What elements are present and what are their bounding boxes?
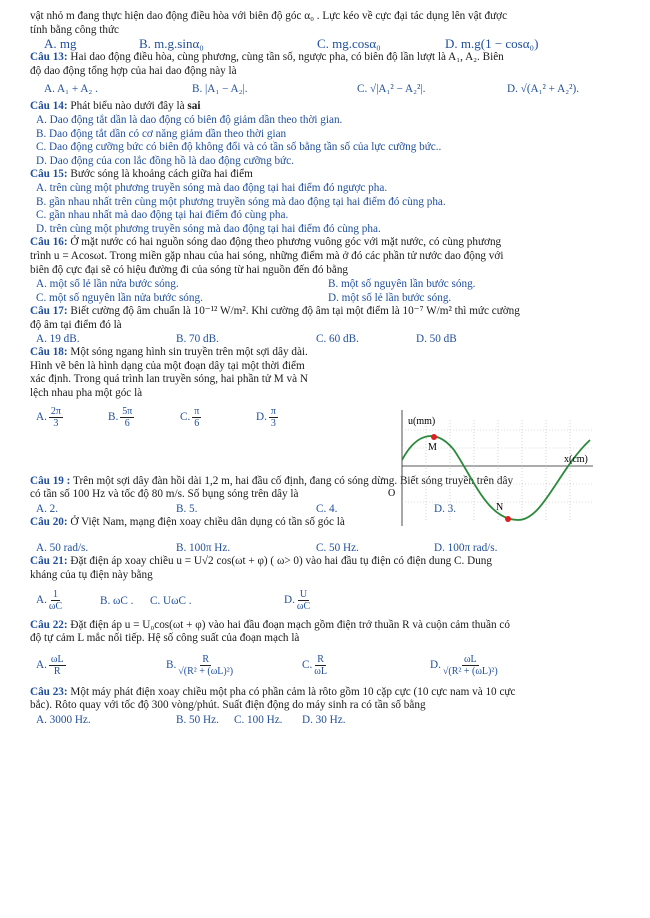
option-letter: C. xyxy=(180,411,191,424)
q15-text: Bước sóng là khoảng cách giữa hai điểm xyxy=(67,168,253,181)
q13-options xyxy=(30,78,620,100)
option-c: C. UωC . xyxy=(150,594,192,607)
q22-text: Đặt điện áp u = U₀cos(ωt + φ) vào hai đầu đoạn mạch gồm điện trở thuần R và cuộn cảm thuần có xyxy=(67,618,510,631)
option-letter: A. xyxy=(36,411,47,424)
option-b: B. m.g.sinα₀ xyxy=(139,36,204,52)
q18-line-1 xyxy=(30,346,620,360)
q17-text: Biết cường độ âm chuẩn là 10⁻¹² W/m². Khi cường độ âm tại một điểm là 10⁻⁷ W/m² thì mức cường xyxy=(67,305,520,318)
numerator: R xyxy=(202,654,209,666)
denominator: ωL xyxy=(314,666,327,678)
q21-line-2: kháng của tụ điện này bằng xyxy=(30,569,153,582)
q23-line-2: bắc). Rôto quay với tốc độ 300 vòng/phút. Suất điện động do máy sinh ra có tần số bằng xyxy=(30,699,426,712)
q18-line-4: lệch nhau pha một góc là xyxy=(30,387,143,400)
q19-text: Trên một sợi dây đàn hồi dài 1,2 m, hai đầu cố định, đang có sóng dừng. Biết sóng truyền trên dây xyxy=(70,474,514,487)
q14-option-a: A. Dao động tắt dần là dao động có biên độ giảm dần theo thời gian. xyxy=(36,113,343,126)
q23-number: Câu 23: xyxy=(30,685,68,698)
q14-option-b: B. Dao động tắt dần có cơ năng giảm dần theo thời gian xyxy=(36,127,287,140)
q18-number: Câu 18: xyxy=(30,346,68,359)
numerator: 5π xyxy=(122,406,133,418)
option-letter: C. xyxy=(302,659,313,672)
q14-keyword: sai xyxy=(187,100,201,113)
q13-line-2: độ dao động tổng hợp của hai dao động này là xyxy=(30,64,237,77)
q15-option-b: B. gần nhau nhất trên cùng một phương truyền sóng mà dao động tại hai điểm đó cùng pha. xyxy=(36,195,446,208)
denominator: 6 xyxy=(194,418,200,430)
q18-wave-graph xyxy=(358,410,598,526)
option-d: D. 100π rad/s. xyxy=(434,542,498,555)
option-d: D. một số lẻ lần bước sóng. xyxy=(328,292,452,305)
option-a xyxy=(36,406,108,429)
q14-option-c: C. Dao động cưỡng bức có biên độ không đổi và có tần số bằng tần số của lực cưỡng bức.. xyxy=(36,141,442,154)
option-d: D. m.g(1 − cosα₀) xyxy=(445,36,539,52)
point-m xyxy=(431,434,437,440)
denominator: √(R² + (ωL)²) xyxy=(178,666,234,678)
denominator: 3 xyxy=(270,418,276,430)
denominator: ωC xyxy=(48,601,63,613)
option-a: A. A₁ + A₂ . xyxy=(44,83,98,96)
option-c: C. 50 Hz. xyxy=(316,542,359,555)
q17-number: Câu 17: xyxy=(30,305,68,318)
q16-text: Ở mặt nước có hai nguồn sóng dao động theo phương vuông góc với mặt nước, có cùng phương xyxy=(67,236,502,249)
q23-options xyxy=(30,713,620,727)
origin-label: O xyxy=(388,488,396,499)
option-a xyxy=(36,654,166,677)
option-letter: A. xyxy=(36,659,47,672)
option-d xyxy=(284,589,312,612)
option-b: B. 5. xyxy=(176,502,198,515)
numerator: π xyxy=(194,406,200,418)
point-m-label: M xyxy=(428,442,437,453)
q16-line-2: trình u = Acosωt. Trong miền gặp nhau của hai sóng, những điểm mà ở đó các phần tử nước dao động với xyxy=(30,249,504,262)
q22-options xyxy=(30,646,620,686)
q17-line-2: độ âm tại điểm đó là xyxy=(30,318,122,331)
q15-option-c: C. gần nhau nhất mà dao động tại hai điểm đó cùng pha. xyxy=(36,209,289,222)
q22-line-2: độ tự cảm L mắc nối tiếp. Hệ số công suất của đoạn mạch là xyxy=(30,632,300,645)
q20-options xyxy=(30,541,620,555)
option-d: D. 30 Hz. xyxy=(302,714,346,726)
q16-number: Câu 16: xyxy=(30,236,68,249)
option-d xyxy=(430,654,500,677)
q18-line-3: xác định. Trong quá trình lan truyền sóng, hai phần tử M và N xyxy=(30,373,308,386)
q13-line-1 xyxy=(30,51,620,65)
option-c xyxy=(302,654,430,677)
option-a: A. 2. xyxy=(36,502,59,515)
q15-number: Câu 15: xyxy=(30,168,68,181)
q18-text: Một sóng ngang hình sin truyền trên một sợi dây dài. xyxy=(67,346,308,359)
point-n xyxy=(505,516,511,522)
denominator: 6 xyxy=(124,418,130,430)
q22-line-1 xyxy=(30,619,620,633)
q16-options-row-1 xyxy=(30,277,620,291)
option-b: B. 100π Hz. xyxy=(176,542,231,555)
option-b: B. 50 Hz. xyxy=(176,714,219,726)
point-n-label: N xyxy=(496,502,504,513)
numerator: ωL xyxy=(463,654,477,666)
q21-number: Câu 21: xyxy=(30,555,68,568)
option-letter: B. xyxy=(166,659,177,672)
option-letter: B. xyxy=(108,411,119,424)
numerator: ωL xyxy=(50,654,64,666)
option-d: D. 3. xyxy=(434,502,457,515)
option-a: A. mg xyxy=(44,36,77,52)
q16-options-row-2 xyxy=(30,291,620,305)
option-letter: A. xyxy=(36,594,47,607)
q18-line-2: Hình vẽ bên là hình dạng của một đoạn dây tại một thời điểm xyxy=(30,359,305,372)
q21-text: Đặt điện áp xoay chiều u = U√2 cos(ωt + φ) ( ω> 0) vào hai đầu tụ điện có điện dung C. Dung xyxy=(67,555,492,568)
numerator: π xyxy=(270,406,276,418)
numerator: 1 xyxy=(53,589,59,601)
q20-number: Câu 20: xyxy=(30,515,68,528)
option-c: C. 60 dB. xyxy=(316,333,359,346)
option-a: A. một số lẻ lần nửa bước sóng. xyxy=(36,278,179,291)
q13-text: Hai dao động điều hòa, cùng phương, cùng tần số, ngược pha, có biên độ lần lượt là A₁, A₂. Biên xyxy=(67,51,504,64)
option-c: C. mg.cosα₀ xyxy=(317,36,381,52)
q23-line-1 xyxy=(30,686,620,700)
q21-line-1 xyxy=(30,555,620,569)
option-letter: D. xyxy=(430,659,441,672)
q14-text: Phát biểu nào dưới đây là xyxy=(67,100,188,113)
option-c: C. 4. xyxy=(316,502,338,515)
option-b xyxy=(166,654,302,677)
option-d: D. 50 dB xyxy=(416,333,457,346)
option-d xyxy=(256,406,280,429)
intro-line-1: vật nhỏ m đang thực hiện dao động điều hòa với biên độ góc α₀ . Lực kéo về cực đại tác dụng lên vật được xyxy=(30,10,508,22)
numerator: R xyxy=(317,654,324,666)
option-c: C. một số nguyên lần nửa bước sóng. xyxy=(36,292,203,305)
denominator: ωC xyxy=(296,601,311,613)
x-axis-label: x(cm) xyxy=(564,454,588,465)
numerator: 2π xyxy=(50,406,61,418)
q17-options xyxy=(30,332,620,346)
option-b: B. ωC . xyxy=(100,594,134,607)
q14-stem xyxy=(30,100,620,114)
option-b: B. một số nguyên lần bước sóng. xyxy=(328,278,476,291)
intro-line-2: tính bằng công thức xyxy=(30,23,120,36)
option-c xyxy=(180,406,256,429)
intro-options xyxy=(30,37,620,51)
option-a: A. 50 rad/s. xyxy=(36,542,89,555)
option-c: C. 100 Hz. xyxy=(234,714,283,726)
q15-option-d: D. trên cùng một phương truyền sóng mà dao động tại hai điểm đó cùng pha. xyxy=(36,222,381,235)
q21-options xyxy=(30,583,620,619)
option-c: C. √|A₁² − A₂²|. xyxy=(357,83,426,96)
q15-stem xyxy=(30,168,620,182)
y-axis-label: u(mm) xyxy=(408,416,436,427)
q14-option-d: D. Dao động của con lắc đồng hồ là dao động cưỡng bức. xyxy=(36,154,294,167)
q19-number: Câu 19 : xyxy=(30,474,71,487)
q13-number: Câu 13: xyxy=(30,51,68,64)
q19-line-2: có tần số 100 Hz và tốc độ 80 m/s. Số bụng sóng trên dây là xyxy=(30,488,299,501)
numerator: U xyxy=(299,589,308,601)
option-letter: D. xyxy=(256,411,267,424)
option-b: B. 70 dB. xyxy=(176,333,219,346)
option-a: A. 3000 Hz. xyxy=(36,714,91,726)
option-b xyxy=(108,406,180,429)
q14-number: Câu 14: xyxy=(30,100,68,113)
q20-text: Ở Việt Nam, mạng điện xoay chiều dân dụng có tần số góc là xyxy=(67,515,345,528)
option-letter: D. xyxy=(284,594,295,607)
q22-number: Câu 22: xyxy=(30,618,68,631)
option-b: B. |A₁ − A₂|. xyxy=(192,83,248,96)
denominator: √(R² + (ωL)²) xyxy=(442,666,498,678)
denominator: R xyxy=(53,666,61,678)
q16-line-1 xyxy=(30,236,620,250)
q16-line-3: biên độ cực đại sẽ có hiệu đường đi của sóng từ hai nguồn đến đó bằng xyxy=(30,263,349,276)
denominator: 3 xyxy=(53,418,59,430)
option-a: A. 19 dB. xyxy=(36,333,80,346)
option-a xyxy=(36,589,100,612)
q23-text: Một máy phát điện xoay chiều một pha có phần cảm là rôto gồm 10 cặp cực (10 cực nam và 10 cực xyxy=(67,685,516,698)
q15-option-a: A. trên cùng một phương truyền sóng mà dao động tại hai điểm đó ngược pha. xyxy=(36,181,388,194)
option-d: D. √(A₁² + A₂²). xyxy=(507,83,580,96)
q17-line-1 xyxy=(30,305,620,319)
exam-page xyxy=(30,10,620,727)
